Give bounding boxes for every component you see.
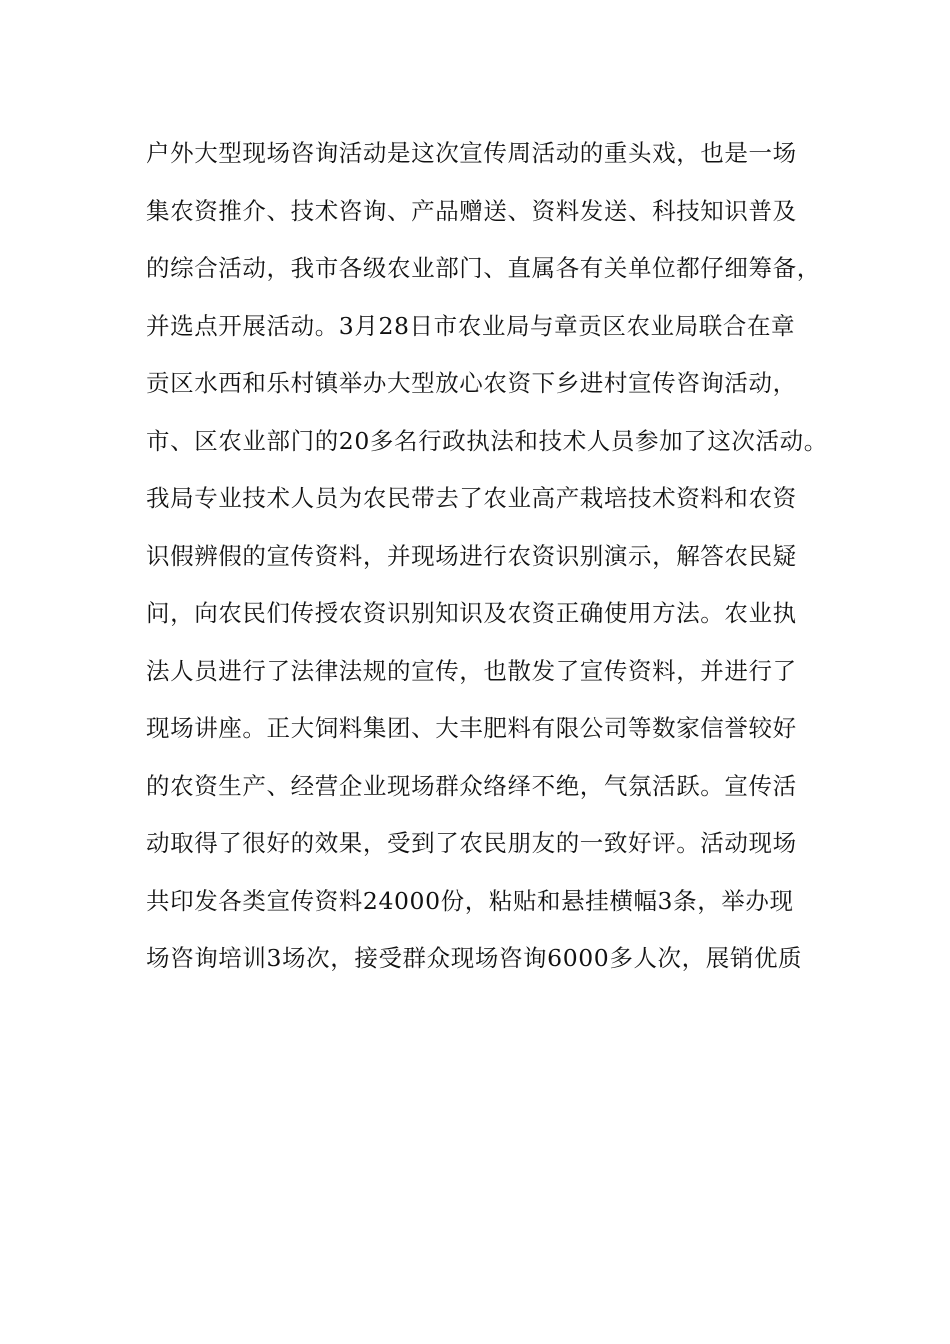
text-line: 场咨询培训3场次，接受群众现场咨询6000多人次，展销优质 [146, 944, 803, 972]
text-line: 法人员进行了法律法规的宣传，也散发了宣传资料，并进行了 [146, 656, 797, 685]
text-line: 我局专业技术人员为农民带去了农业高产栽培技术资料和农资 [146, 484, 797, 512]
text-line: 户外大型现场咨询活动是这次宣传周活动的重头戏，也是一场 [146, 139, 797, 167]
text-line: 市、区农业部门的20多名行政执法和技术人员参加了这次活动。 [146, 426, 828, 455]
body-paragraph [146, 128, 846, 991]
text-line: 集农资推介、技术咨询、产品赠送、资料发送、科技知识普及 [146, 196, 797, 225]
text-line: 识假辨假的宣传资料，并现场进行农资识别演示，解答农民疑 [146, 541, 797, 570]
text-line: 现场讲座。正大饲料集团、大丰肥料有限公司等数家信誉较好 [146, 714, 797, 742]
text-line: 贡区水西和乐村镇举办大型放心农资下乡进村宣传咨询活动， [146, 369, 797, 397]
text-line: 并选点开展活动。3月28日市农业局与章贡区农业局联合在章 [146, 311, 796, 340]
text-line: 的农资生产、经营企业现场群众络绎不绝，气氛活跃。宣传活 [146, 771, 797, 800]
text-line: 问，向农民们传授农资识别知识及农资正确使用方法。农业执 [146, 599, 797, 627]
text-line: 动取得了很好的效果，受到了农民朋友的一致好评。活动现场 [146, 829, 797, 857]
text-line: 的综合活动，我市各级农业部门、直属各有关单位都仔细筹备， [146, 254, 821, 282]
text-line: 共印发各类宣传资料24000份，粘贴和悬挂横幅3条，举办现 [146, 886, 794, 915]
